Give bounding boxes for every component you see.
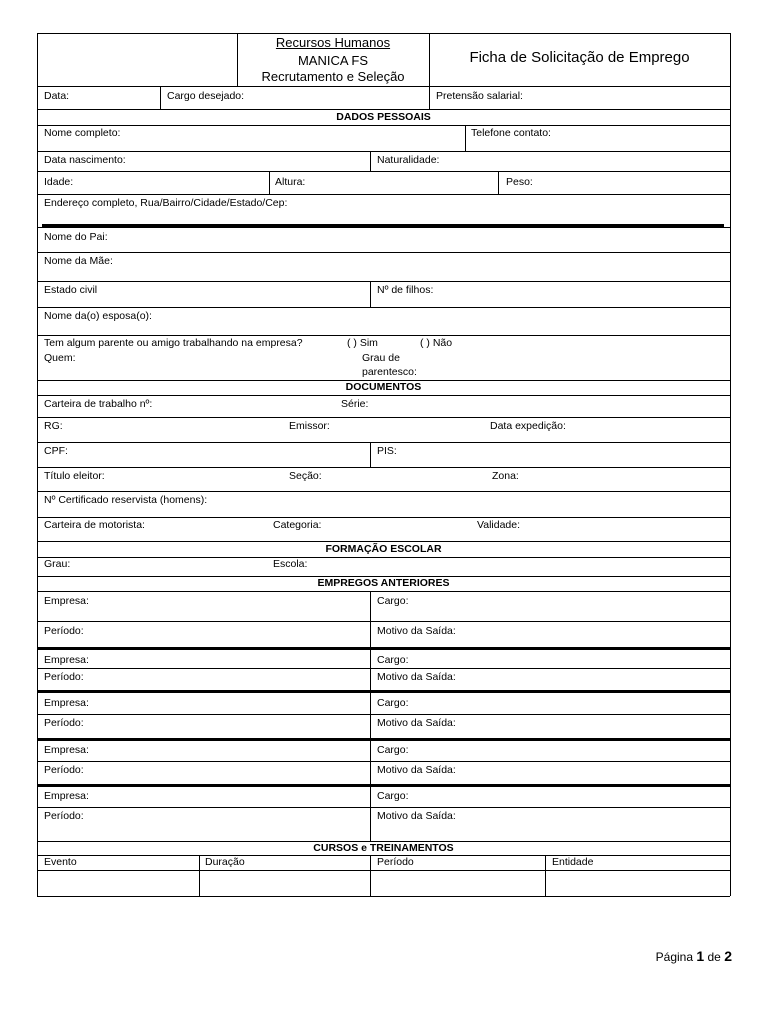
previous-jobs-heading: EMPREGOS ANTERIORES <box>317 577 450 589</box>
work-card-label: Carteira de trabalho nº: <box>44 398 153 410</box>
cell-divider <box>370 591 371 841</box>
weight-label: Peso: <box>506 176 533 188</box>
cpf-label: CPF: <box>44 445 68 457</box>
birth-date-label: Data nascimento: <box>44 154 126 166</box>
documents-heading: DOCUMENTOS <box>345 381 422 393</box>
leave-reason-label: Motivo da Saída: <box>377 671 456 683</box>
period-label: Período: <box>44 717 84 729</box>
row-divider <box>37 491 730 492</box>
row-divider <box>37 194 730 195</box>
yes-checkbox[interactable]: ( ) Sim <box>347 337 378 349</box>
row-divider <box>37 171 730 172</box>
salary-expectation-label: Pretensão salarial: <box>436 90 523 102</box>
company-label: Empresa: <box>44 790 89 802</box>
pis-label: PIS: <box>377 445 397 457</box>
employment-separator <box>37 784 730 787</box>
row-divider <box>37 335 730 336</box>
company-name: MANICA FS <box>297 53 369 68</box>
zone-label: Zona: <box>492 470 519 482</box>
row-divider <box>37 252 730 253</box>
institution-column-header: Entidade <box>552 856 594 868</box>
of-label: de <box>707 950 721 964</box>
company-label: Empresa: <box>44 595 89 607</box>
page-number <box>656 948 732 964</box>
period-label: Período: <box>44 764 84 776</box>
no-checkbox[interactable]: ( ) Não <box>420 337 453 349</box>
row-divider <box>37 467 730 468</box>
row-divider <box>37 541 730 542</box>
who-label: Quem: <box>44 352 76 364</box>
form-title: Ficha de Solicitação de Emprego <box>469 49 690 66</box>
duration-column-header: Duração <box>205 856 245 868</box>
row-divider <box>37 307 730 308</box>
relative-question-label: Tem algum parente ou amigo trabalhando na empresa? <box>44 337 303 349</box>
employment-separator <box>37 647 730 650</box>
issue-date-label: Data expedição: <box>490 420 566 432</box>
form-border-right <box>730 33 731 896</box>
row-divider <box>37 86 730 87</box>
children-count-label: Nº de filhos: <box>377 284 434 296</box>
father-name-label: Nome do Pai: <box>44 231 108 243</box>
row-divider <box>37 761 730 762</box>
period-label: Período: <box>44 625 84 637</box>
period-label: Período: <box>44 810 84 822</box>
employment-separator <box>37 690 730 693</box>
series-label: Série: <box>341 398 369 410</box>
leave-reason-label: Motivo da Saída: <box>377 810 456 822</box>
cell-divider <box>370 442 371 467</box>
row-divider <box>37 591 730 592</box>
employment-separator <box>37 738 730 741</box>
age-label: Idade: <box>44 176 74 188</box>
cell-divider <box>269 171 270 194</box>
row-divider <box>37 281 730 282</box>
row-divider <box>37 417 730 418</box>
issuer-label: Emissor: <box>289 420 330 432</box>
school-label: Escola: <box>273 558 308 570</box>
courses-heading: CURSOS e TREINAMENTOS <box>313 842 454 854</box>
current-page: 1 <box>696 948 705 964</box>
marital-status-label: Estado civil <box>44 284 98 296</box>
leave-reason-label: Motivo da Saída: <box>377 764 456 776</box>
row-divider <box>37 227 730 228</box>
row-divider <box>37 870 730 871</box>
row-divider <box>37 621 730 622</box>
category-label: Categoria: <box>273 519 322 531</box>
application-form <box>37 33 730 896</box>
event-column-header: Evento <box>44 856 77 868</box>
company-label: Empresa: <box>44 744 89 756</box>
cell-divider <box>199 855 200 896</box>
company-label: Empresa: <box>44 697 89 709</box>
cell-divider <box>370 855 371 896</box>
kinship-label-line1: Grau de <box>362 352 400 364</box>
cell-divider <box>370 281 371 307</box>
kinship-label-line2: parentesco: <box>362 366 417 378</box>
height-label: Altura: <box>275 176 306 188</box>
cell-divider <box>545 855 546 896</box>
job-title-label: Cargo: <box>377 595 409 607</box>
cell-divider <box>370 151 371 171</box>
mother-name-label: Nome da Mãe: <box>44 255 113 267</box>
section-label: Seção: <box>289 470 322 482</box>
row-divider <box>37 151 730 152</box>
row-divider <box>37 395 730 396</box>
education-heading: FORMAÇÃO ESCOLAR <box>325 543 442 555</box>
form-border-top <box>37 33 730 34</box>
military-certificate-label: Nº Certificado reservista (homens): <box>44 494 208 506</box>
row-divider <box>37 109 730 110</box>
personal-data-heading: DADOS PESSOAIS <box>336 111 431 123</box>
company-label: Empresa: <box>44 654 89 666</box>
spouse-name-label: Nome da(o) esposa(o): <box>44 310 152 322</box>
date-label: Data: <box>44 90 70 102</box>
leave-reason-label: Motivo da Saída: <box>377 717 456 729</box>
cell-divider <box>429 86 430 109</box>
address-label: Endereço completo, Rua/Bairro/Cidade/Estado/Cep: <box>44 197 288 209</box>
cell-divider <box>498 171 499 194</box>
job-title-label: Cargo: <box>377 790 409 802</box>
desired-position-label: Cargo desejado: <box>167 90 245 102</box>
leave-reason-label: Motivo da Saída: <box>377 625 456 637</box>
period-column-header: Período <box>377 856 414 868</box>
form-border-left <box>37 33 38 896</box>
total-pages: 2 <box>724 948 732 964</box>
row-divider <box>37 557 730 558</box>
job-title-label: Cargo: <box>377 744 409 756</box>
row-divider <box>37 517 730 518</box>
cell-divider <box>465 125 466 151</box>
row-divider <box>37 807 730 808</box>
birthplace-label: Naturalidade: <box>377 154 440 166</box>
area-name: Recrutamento e Seleção <box>261 69 405 84</box>
phone-label: Telefone contato: <box>471 127 551 139</box>
job-title-label: Cargo: <box>377 654 409 666</box>
row-divider <box>37 714 730 715</box>
voter-id-label: Título eleitor: <box>44 470 105 482</box>
full-name-label: Nome completo: <box>44 127 121 139</box>
period-label: Período: <box>44 671 84 683</box>
row-divider <box>37 442 730 443</box>
driver-license-label: Carteira de motorista: <box>44 519 145 531</box>
job-title-label: Cargo: <box>377 697 409 709</box>
row-divider <box>37 668 730 669</box>
rg-label: RG: <box>44 420 63 432</box>
form-border-bottom <box>37 896 730 897</box>
page-label: Página <box>655 950 694 964</box>
cell-divider <box>160 86 161 109</box>
validity-label: Validade: <box>477 519 521 531</box>
row-divider <box>37 125 730 126</box>
degree-label: Grau: <box>44 558 71 570</box>
department-heading: Recursos Humanos <box>275 35 391 50</box>
